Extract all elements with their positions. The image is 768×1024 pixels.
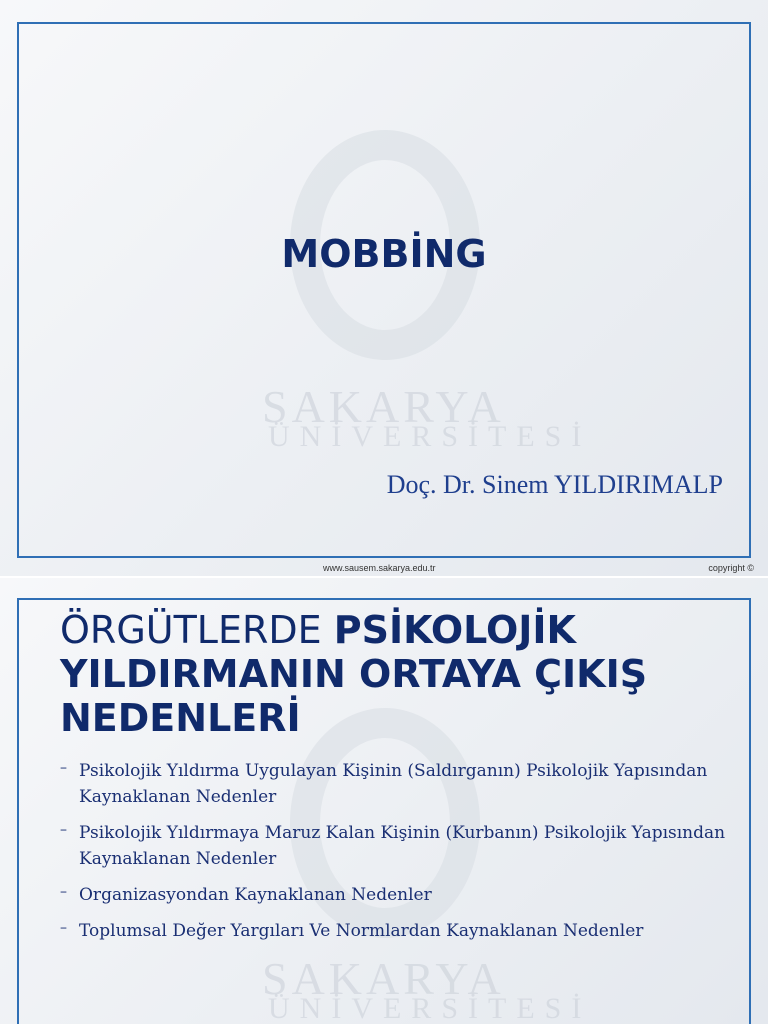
bullet-list xyxy=(60,758,730,954)
bullet-text: Psikolojik Yıldırma Uygulayan Kişinin (Saldırganın) Psikolojik Yapısından Kaynaklanan Nedenler xyxy=(79,761,708,807)
bullet-text: Psikolojik Yıldırmaya Maruz Kalan Kişinin (Kurbanın) Psikolojik Yapısından Kaynaklanan Nedenler xyxy=(79,823,726,869)
slide-heading xyxy=(60,608,740,740)
slide-heading-bold: PSİKOLOJİK YILDIRMANIN ORTAYA ÇIKIŞ NEDENLERİ xyxy=(60,608,648,740)
bullet-text: Toplumsal Değer Yargıları Ve Normlardan Kaynaklanan Nedenler xyxy=(79,921,644,941)
watermark-university-name: SAKARYA xyxy=(262,381,505,432)
bullet-marker: – xyxy=(60,822,67,838)
content-slide xyxy=(0,578,768,1024)
bullet-text: Organizasyondan Kaynaklanan Nedenler xyxy=(79,885,432,905)
list-item xyxy=(60,758,730,810)
list-item xyxy=(60,820,730,872)
watermark-university-subtitle: ÜNİVERSİTESİ xyxy=(268,420,592,453)
author-name: Doç. Dr. Sinem YILDIRIMALP xyxy=(386,470,723,499)
watermark-university-subtitle: ÜNİVERSİTESİ xyxy=(268,992,592,1024)
watermark-university-name: SAKARYA xyxy=(262,953,505,1004)
bullet-marker: – xyxy=(60,760,67,776)
slide-title: MOBBİNG xyxy=(281,232,487,276)
bullet-marker: – xyxy=(60,920,67,936)
slide-heading-light: ÖRGÜTLERDE xyxy=(60,608,334,652)
bullet-marker: – xyxy=(60,884,67,900)
list-item xyxy=(60,882,730,908)
footer-url: www.sausem.sakarya.edu.tr xyxy=(323,563,436,573)
footer-copyright: copyright © xyxy=(708,563,754,573)
list-item xyxy=(60,918,730,944)
